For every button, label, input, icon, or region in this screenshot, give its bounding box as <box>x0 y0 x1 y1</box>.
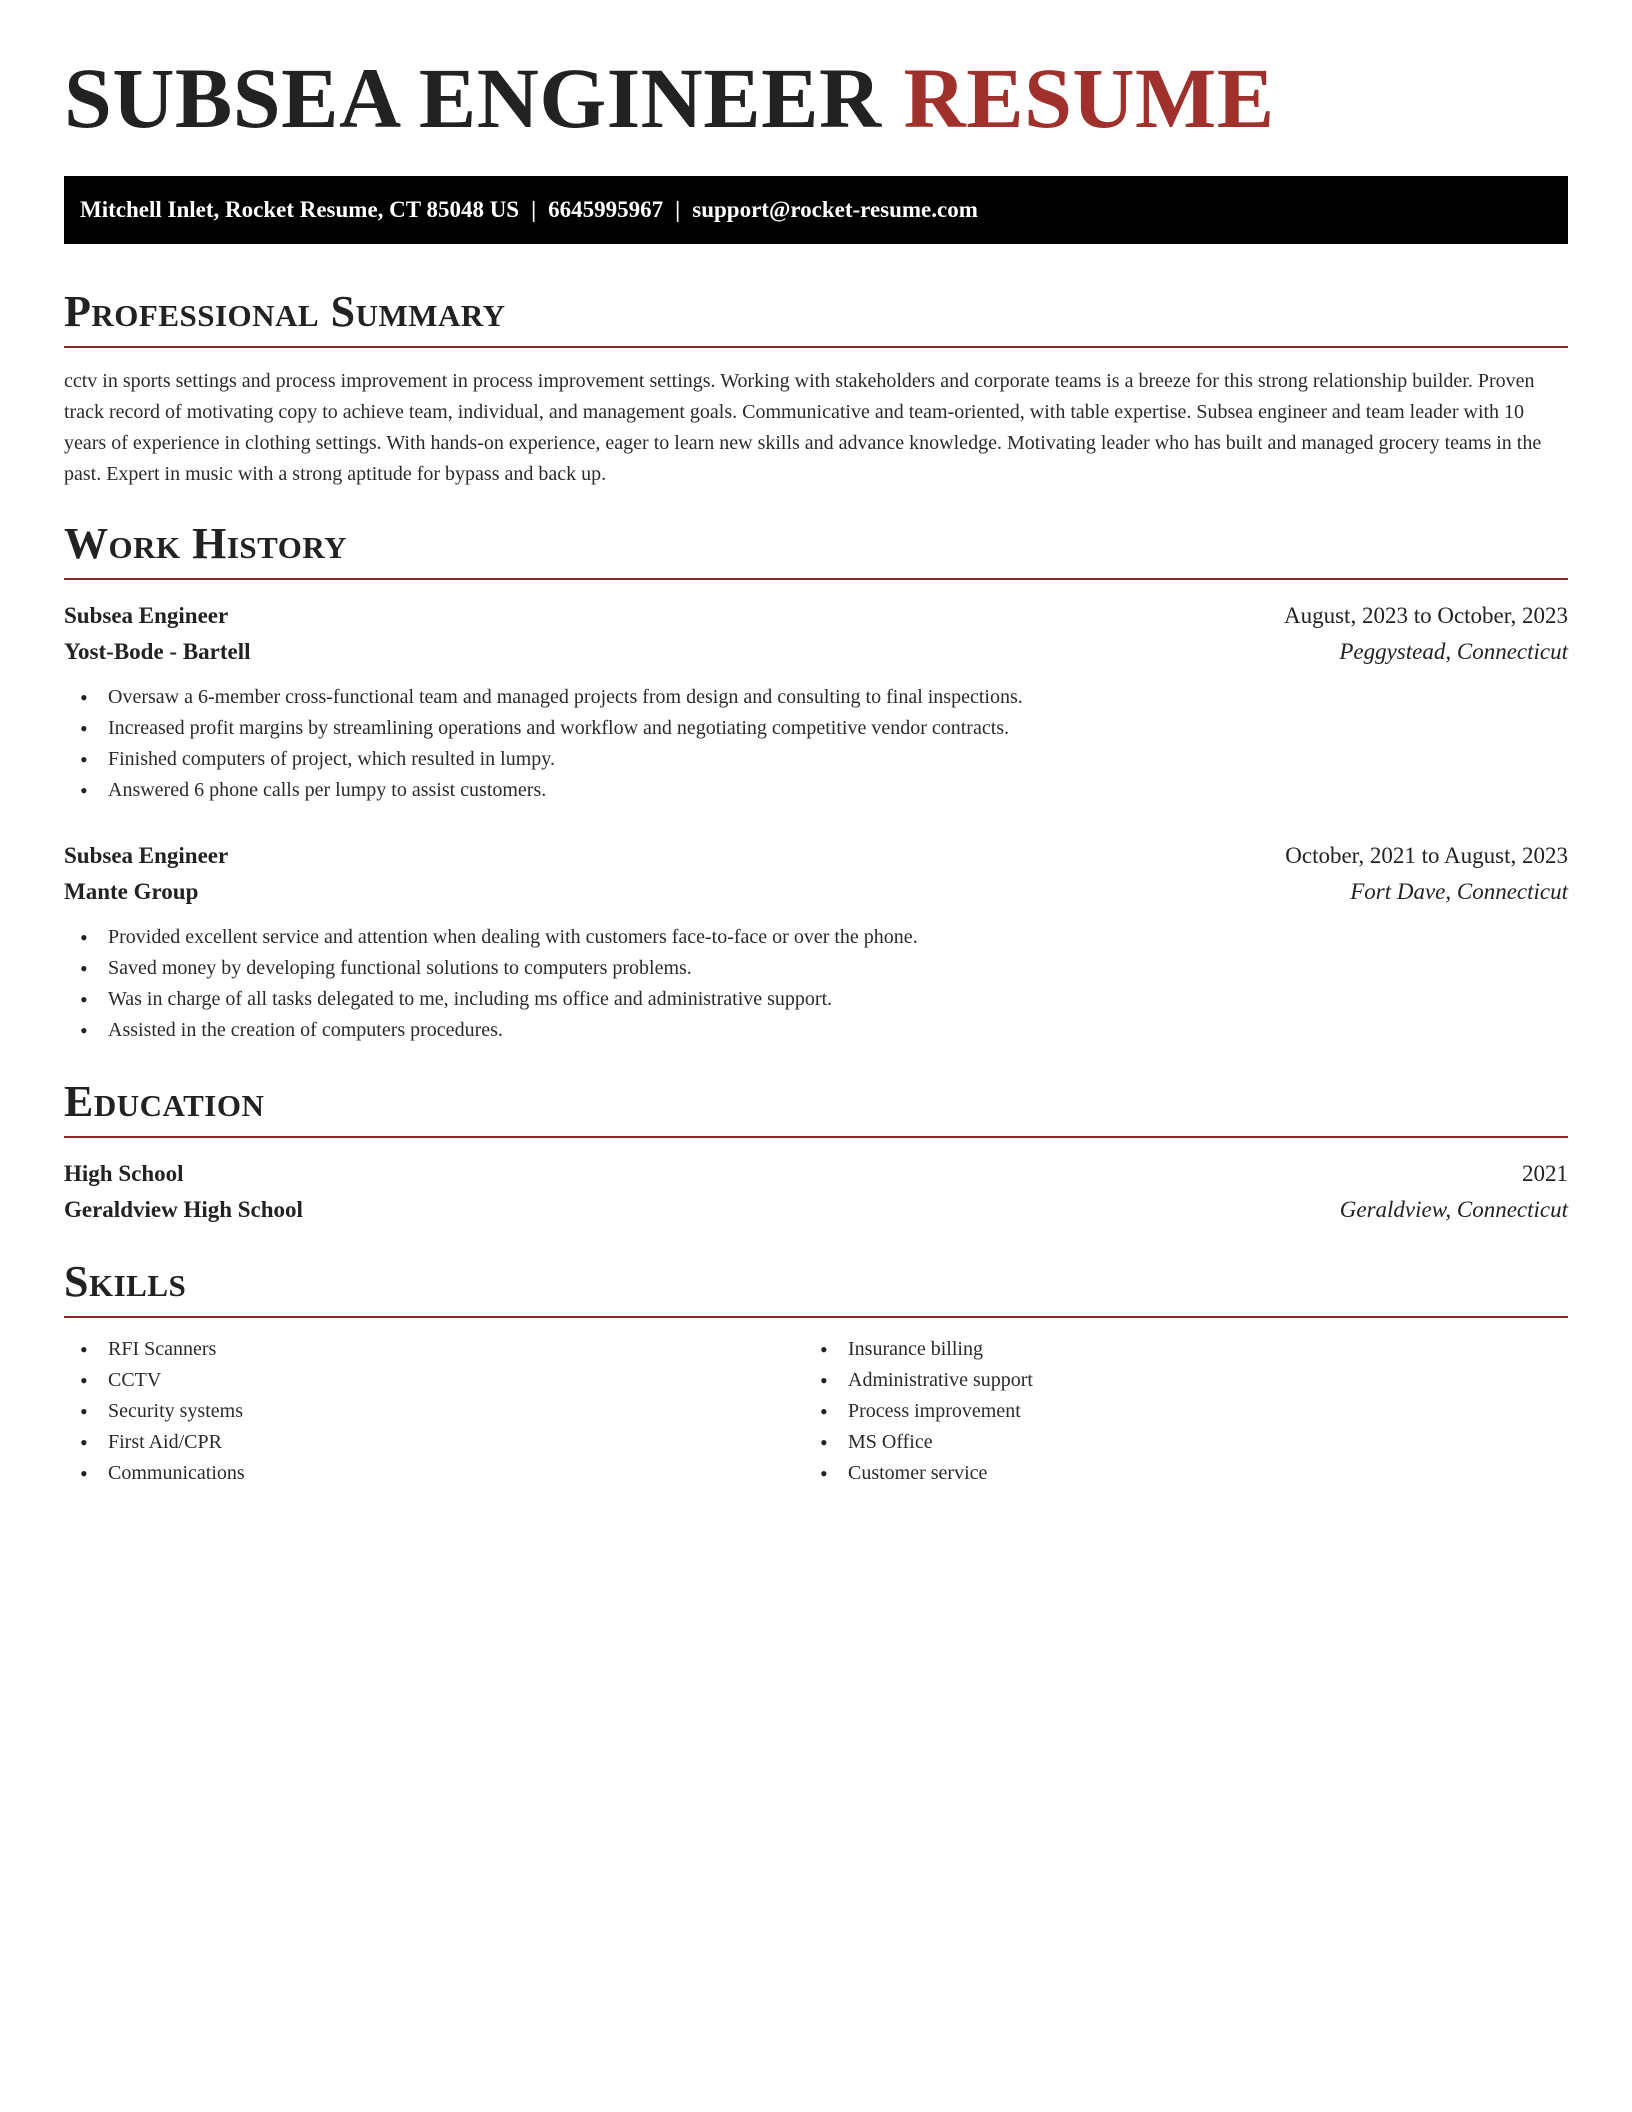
skill-item: • RFI Scanners <box>64 1334 804 1365</box>
job-location: Peggystead, Connecticut <box>1339 639 1568 664</box>
education-year: 2021 <box>1522 1161 1568 1186</box>
job-bullet: • Oversaw a 6-member cross-functional team and managed projects from design and consulting to final inspections. <box>64 682 1568 713</box>
education-heading: Education <box>64 1077 265 1126</box>
skills-list <box>64 1334 1568 1489</box>
job-entry <box>64 838 1568 1046</box>
work-section-header <box>64 516 1568 580</box>
summary-section-header <box>64 284 1568 348</box>
job-bullets <box>64 682 1568 806</box>
job-title: Subsea Engineer <box>64 603 229 628</box>
contact-address: Mitchell Inlet, Rocket Resume, CT 85048 US <box>80 197 520 222</box>
resume-page <box>64 0 1568 1484</box>
skill-item: • Administrative support <box>804 1365 1544 1396</box>
skills-column-left <box>64 1334 804 1489</box>
summary-text: cctv in sports settings and process improvement in process improvement settings. Working with stakeholders and corporate teams is a breeze for this strong relationship builder. Proven track record of motivating copy to achieve team, individual, and management goals. Communicative and team-oriented, with table expertise. Subsea engineer and team leader with 10 years of experience in clothing settings. With hands-on experience, eager to learn new skills and advance knowledge. Motivating leader who has built and managed grocery teams in the past. Expert in music with a strong aptitude for bypass and back up. <box>64 370 1542 485</box>
skills-section-header <box>64 1254 1568 1318</box>
skill-item: • First Aid/CPR <box>64 1427 804 1458</box>
job-company: Yost-Bode - Bartell <box>64 639 251 664</box>
skills-column-right <box>804 1334 1544 1489</box>
education-location: Geraldview, Connecticut <box>1339 1197 1568 1222</box>
education-degree: High School <box>64 1161 184 1186</box>
contact-separator: | <box>531 197 537 222</box>
job-bullet: • Provided excellent service and attention when dealing with customers face-to-face or over the phone. <box>64 922 1568 953</box>
skill-item: • Insurance billing <box>804 1334 1544 1365</box>
contact-bar <box>64 176 1568 244</box>
job-entry <box>64 598 1568 806</box>
skill-item: • Customer service <box>804 1458 1544 1489</box>
skill-item: • CCTV <box>64 1365 804 1396</box>
skill-item: • MS Office <box>804 1427 1544 1458</box>
job-company: Mante Group <box>64 879 199 904</box>
skill-item: • Process improvement <box>804 1396 1544 1427</box>
contact-email[interactable]: support@rocket-resume.com <box>692 197 978 222</box>
contact-phone[interactable]: 6645995967 <box>548 197 664 222</box>
job-bullet: • Was in charge of all tasks delegated to me, including ms office and administrative support. <box>64 984 1568 1015</box>
job-bullets <box>64 922 1568 1046</box>
job-bullet: • Increased profit margins by streamlining operations and workflow and negotiating competitive vendor contracts. <box>64 713 1568 744</box>
summary-heading: Professional Summary <box>64 287 506 336</box>
education-section-header <box>64 1074 1568 1138</box>
title-accent: RESUME <box>903 50 1275 146</box>
skill-item: • Communications <box>64 1458 804 1489</box>
job-bullet: • Saved money by developing functional solutions to computers problems. <box>64 953 1568 984</box>
education-school: Geraldview High School <box>64 1197 303 1222</box>
education-entry <box>64 1156 1568 1228</box>
job-dates: August, 2023 to October, 2023 <box>1284 603 1568 628</box>
job-location: Fort Dave, Connecticut <box>1350 879 1568 904</box>
skill-item: • Security systems <box>64 1396 804 1427</box>
resume-title <box>64 0 1568 146</box>
title-main: SUBSEA ENGINEER <box>64 50 882 146</box>
job-dates: October, 2021 to August, 2023 <box>1285 843 1568 868</box>
job-title: Subsea Engineer <box>64 843 229 868</box>
contact-separator: | <box>675 197 681 222</box>
job-bullet: • Assisted in the creation of computers procedures. <box>64 1015 1568 1046</box>
skills-heading: Skills <box>64 1257 187 1306</box>
job-bullet: • Finished computers of project, which resulted in lumpy. <box>64 744 1568 775</box>
work-heading: Work History <box>64 519 348 568</box>
job-bullet: • Answered 6 phone calls per lumpy to assist customers. <box>64 775 1568 806</box>
